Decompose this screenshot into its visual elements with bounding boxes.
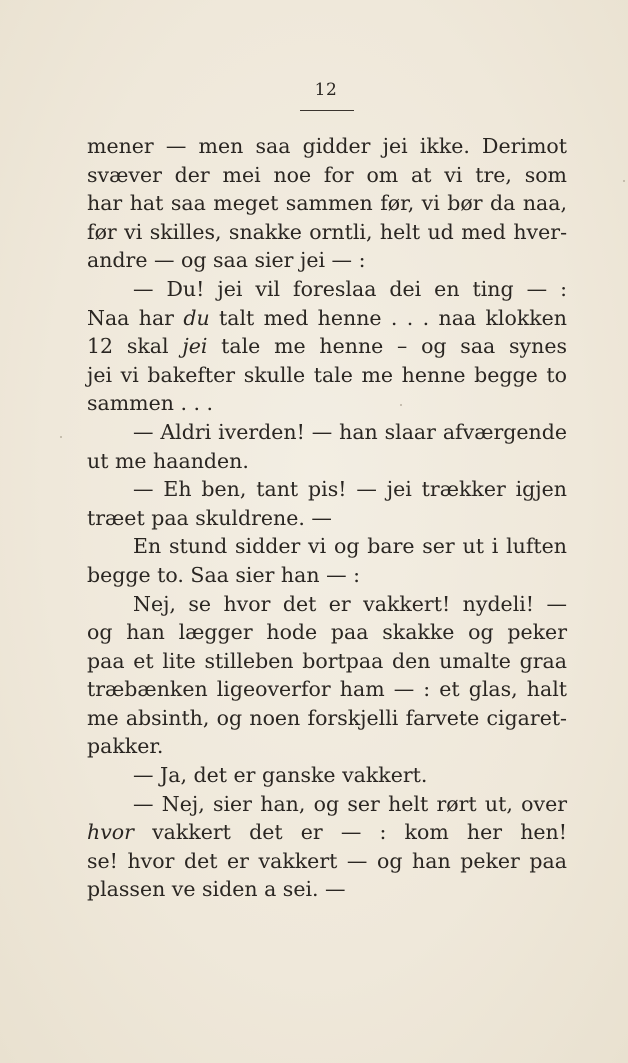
text-line [87,132,567,161]
text-segment: me absinth, og noen forskjelli farvete cigaret- [87,705,567,730]
text-segment: — Eh ben, tant pis! — jei trækker igjen [133,477,567,502]
text-line [87,504,567,533]
text-segment: paa et lite stilleben bortpaa den umalte graa [87,648,567,673]
text-line [87,418,567,447]
text-segment: Nej, se hvor det er vakkert! nydeli! — [133,591,567,616]
text-line [87,590,567,619]
page-number: 12 [314,80,338,100]
text-segment: mener — men saa gidder jei ikke. Derimot [87,134,567,158]
text-segment: svæver der mei noe for om at vi tre, som [87,162,567,187]
paper-speck [623,180,625,182]
text-segment: træbænken ligeoverfor ham — : et glas, halt [87,677,567,702]
text-line [87,275,567,304]
text-segment: ut me haanden. [87,448,249,473]
text-line [87,332,567,361]
text-segment: plassen ve siden a sei. — [87,877,346,902]
text-segment: jei vi bakefter skulle tale me henne begge to [87,362,567,387]
text-line [87,704,567,733]
text-segment: — Nej, sier han, og ser helt rørt ut, over [133,791,567,816]
text-line [87,647,567,676]
text-segment: og han lægger hode paa skakke og peker [87,620,567,645]
text-segment: — Ja, det er ganske vakkert. [133,763,428,788]
text-line [87,847,567,876]
text-line [87,189,567,218]
text-line [87,389,567,418]
text-segment: En stund sidder vi og bare ser ut i luften [133,534,567,559]
text-segment: — Du! jei vil foreslaa dei en ting — : [133,276,567,301]
paper-speck [400,404,402,406]
italic-text-segment: jei [182,334,208,359]
text-line [87,732,567,761]
text-segment: tale me henne – og saa synes [207,334,567,359]
text-segment: før vi skilles, snakke orntli, helt ud med hver- [87,219,567,244]
text-segment: sammen . . . [87,391,214,416]
text-line [87,790,567,819]
text-line [87,818,567,847]
text-segment: andre — og saa sier jei — : [87,248,366,273]
text-segment: har hat saa meget sammen før, vi bør da naa, [87,191,567,216]
text-segment: — Aldri iverden! — han slaar afværgende [133,419,567,444]
text-line [87,447,567,476]
text-segment: træet paa skuldrene. — [87,505,332,530]
text-segment: se! hvor det er vakkert — og han peker paa [87,848,567,873]
text-segment: vakkert det er — : kom her hen! [133,820,567,845]
page-number-rule [300,110,354,111]
text-line [87,761,567,790]
text-segment: 12 skal [87,334,183,359]
text-segment: talt med henne . . . naa klokken [209,305,568,330]
text-segment: pakker. [87,734,164,759]
paper-speck [60,436,62,438]
italic-text-segment: du [183,305,210,330]
text-line [87,475,567,504]
text-segment: begge to. Saa sier han — : [87,562,360,587]
text-line [87,161,567,190]
text-line [87,246,567,275]
text-segment: Naa har [87,305,184,330]
text-line [87,875,567,904]
body-text [87,132,567,904]
text-line [87,561,567,590]
text-line [87,532,567,561]
italic-text-segment: hvor [87,820,134,845]
text-line [87,361,567,390]
text-line [87,304,567,333]
text-line [87,218,567,247]
text-line [87,675,567,704]
text-line [87,618,567,647]
